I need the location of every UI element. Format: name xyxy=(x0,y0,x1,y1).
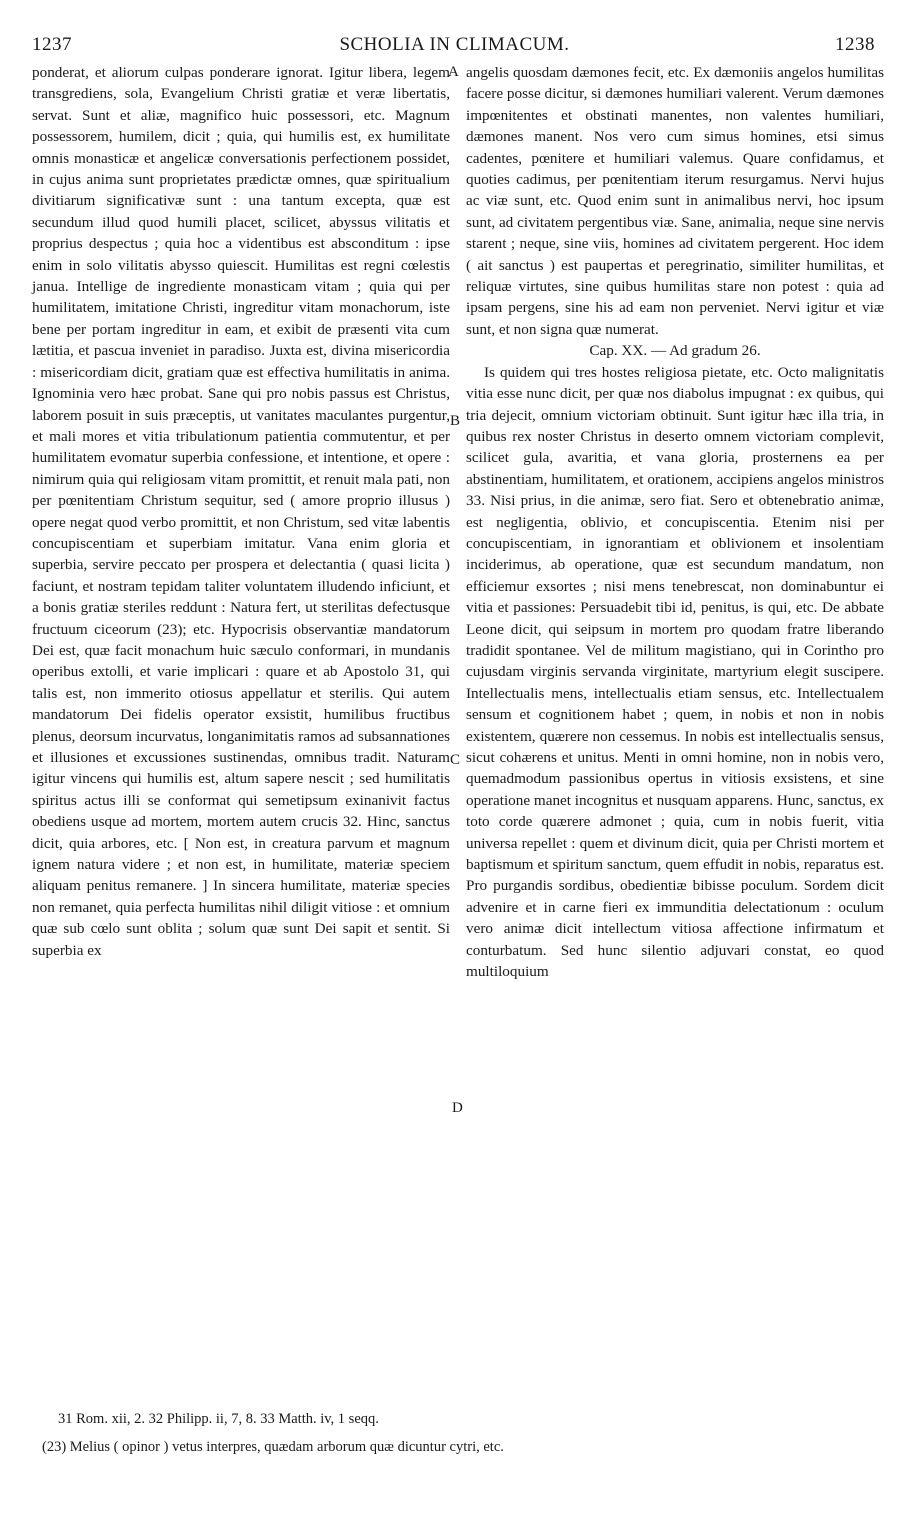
footnote-23: (23) Melius ( opinor ) vetus interpres, quædam arborum quæ dicuntur cytri, etc. xyxy=(42,1439,504,1455)
margin-letter-d: D xyxy=(452,1100,463,1116)
right-column-text-a: angelis quosdam dæmones fecit, etc. Ex dæmoniis angelos humilitas facere posse dicitur, si dæmones humiliari valerent. Verum dæmones impœnitentes et obstinati manentes, non valentes humiliari, dæmones manent. Nos vero cum simus homines, etsi simus cadentes, pœnitere et humiliari valemus. Quare confidamus, et quoties cadimus, per pœnitentiam iterum resurgamus. Nervi hujus ac viæ sunt, etc. Quod enim sunt in animalibus nervi, hoc ipsum sunt, ad civitatem pergentibus viæ. Sane, animalia, neque sine nervis starent ; neque, sine viis, homines ad civitatem pergerent. Hoc idem ( ait sanctus ) est paupertas et peregrinatio, similiter humilitas, et reliquæ virtutes, sine quibus humilitas stare non potest : quia ad ipsam pergens, sine his ad eam non perveniet. Nervi igitur et viæ sunt, et non signa quæ numerat. xyxy=(466,64,884,338)
right-column xyxy=(466,62,884,982)
right-column-text-b: Is quidem qui tres hostes religiosa pietate, etc. Octo malignitatis vitia esse nunc dicit, per quæ nos diabolus impugnat : ex quibus, qui tria dejecit, omnium victoriam obtinuit. Sunt igitur hæc illa tria, in quibus rex noster Christus in deserto omnem victoriam complevit, scilicet gula, avaritia, et vana gloria, prosternens ea per abstinentiam, humilitatem, et orationem, accipiens angelos ministros 33. Nisi prius, in die animæ, sero fiat. Sero et obtenebratio animæ, est negligentia, oblivio, et concupiscentia. Etenim nisi per concupiscentiam, in ignorantiam et oblivionem et insolentiam inciderimus, ab operatione, quæ est secundum mandatum, non efficiemur exsortes ; nisi mens tenebrescat, non dominabuntur ei vitia et passiones: Persuadebit tibi id, penitus, is qui, etc. De abbate Leone dicit, qui seipsum in mortem pro quodam fratre liberando tradidit spontanee. Vel de militum magistiano, qui in Corintho pro cujusdam virginis servanda virginitate, martyrium elegit suscipere. Intellectualis mens, intellectualis etiam sensus, etc. Intellectualem sensum et cognitionem habet ; quem, in nobis et non in nobis existentem, quærere non cessemus. In nobis est intellectualis sensus, sicut cohærens et unitus. Menti in omni homine, non in nobis vero, quemadmodum passionibus opertus in vitiosis exsistens, et sine operatione manet incognitus et nusquam apparens. Hunc, sanctus, ex toto corde quærere admonet ; quia, cum in nobis fuerit, vitia universa repellet : quem et divinum dicit, quia per Christi mortem et baptismum et spiritum sanctum, quem effudit in nobis, reparatus est. Pro purgandis sordibus, obedientiæ bibisse poculum. Sordem dicit advenire et in carne fieri ex immunditia delectationum : oculum vero animæ dicit intellectum vitiosa affectione infirmatum et conturbatum. Sed hunc silentio adjuvari constat, eo quod multiloquium xyxy=(466,363,884,981)
running-title: SCHOLIA IN CLIMACUM. xyxy=(339,34,570,55)
page-number-right: 1238 xyxy=(835,34,875,55)
footnote-references: 31 Rom. xii, 2. 32 Philipp. ii, 7, 8. 33 Matth. iv, 1 seqq. xyxy=(58,1411,379,1427)
margin-letter-b: B xyxy=(450,413,461,429)
left-column-text: ponderat, et aliorum culpas ponderare ignorat. Igitur libera, legem transgrediens, sola, Evangelium Christi gratiæ et veræ libertatis, servat. Sunt et aliæ, magnifico huic possessori, etc. Magnum possessorem, humilem, dicit ; quia, qui humilis est, ex humilitate omnis monasticæ et angelicæ conversationis perfectionem possidet, in cujus anima sunt proprietates prædictæ omnes, quæ spiritualium divitiarum significativæ sunt : una tantum excepta, quæ est secundum illud quod humili placet, scilicet, abyssus vilitatis et proprius despectus ; quia hoc a videntibus est absconditum : ipse enim in solo vilitatis abysso quiescit. Humilitas est regni cœlestis janua. Intellige de ingrediente monasticam vitam ; quia qui per humilitatem, imitatione Christi, ingreditur vitam monachorum, iste bene per portam ingreditur in eam, et exibit de præsenti vita cum lætitia, et pascua inveniet in paradiso. Juxta est, divina misericordia : misericordiam dicit, gratiam quæ est effectiva humilitatis in anima. Ignominia vero hæc probat. Sane qui pro nobis passus est Christus, laborem posuit in suis præceptis, ut vanitates maculantes purgentur, et mali mores et vitia tribulationum patientia commutentur, et per humilitatem evomatur superbia confessione, et intentione, et opere : nimirum quia qui religiosam vitam promittit, et renuit mala pati, non per pœnitentiam Christum sequitur, sed ( amore proprio illusus ) opere negat quod verbo promittit, et non Christum, sed vitæ labentis concupiscentiam et superbiam imitatur. Vana enim gloria et superbia, servire peccato per prospera et delectantia ( quasi licita ) faciunt, et nostram tepidam taliter voluntatem illudendo inficiunt, et a bonis gratiæ steriles reddunt : Natura fert, ut sterilitas defectusque fructuum ciceorum (23); etc. Hypocrisis observantiæ mandatorum Dei est, quæ facit monachum huic sæculo conformari, in mundanis operibus extolli, et varie implicari : quare et ab Apostolo 31, qui talis est, non immerito otiosus appellatur et sterilis. Qui autem mandatorum Dei fidelis operator exsistit, humilibus fructibus plenus, deorsum incurvatus, longanimitatis ramos ad subsannationes et illusiones et excussiones sustinendas, omnibus tradit. Naturam igitur vincens qui humilis est, altum sapere nescit ; sed humilitatis spiritus actus illi se conformat qui semetipsum exinanivit factus obediens usque ad mortem, mortem autem crucis 32. Hinc, sanctus dicit, quia arbores, etc. [ Non est, in creatura parvum et magnum ignem natura videre ; et non est, in humilitate, materiæ speciem aliquam penitus remanere. ] In sincera humilitate, materiæ species non remanet, quia perfecta humilitas nihil diligit vitiose : et omnium quæ sub cœlo sunt oblita ; solum quæ sunt Dei sapit et sentit. Si superbia ex xyxy=(32,64,450,959)
chapter-heading: Cap. XX. — Ad gradum 26. xyxy=(589,342,761,360)
page-number-left: 1237 xyxy=(32,34,72,55)
margin-letter-a: A xyxy=(448,64,459,80)
margin-letter-c: C xyxy=(450,752,461,768)
left-column xyxy=(32,62,450,961)
page-header xyxy=(28,34,881,60)
